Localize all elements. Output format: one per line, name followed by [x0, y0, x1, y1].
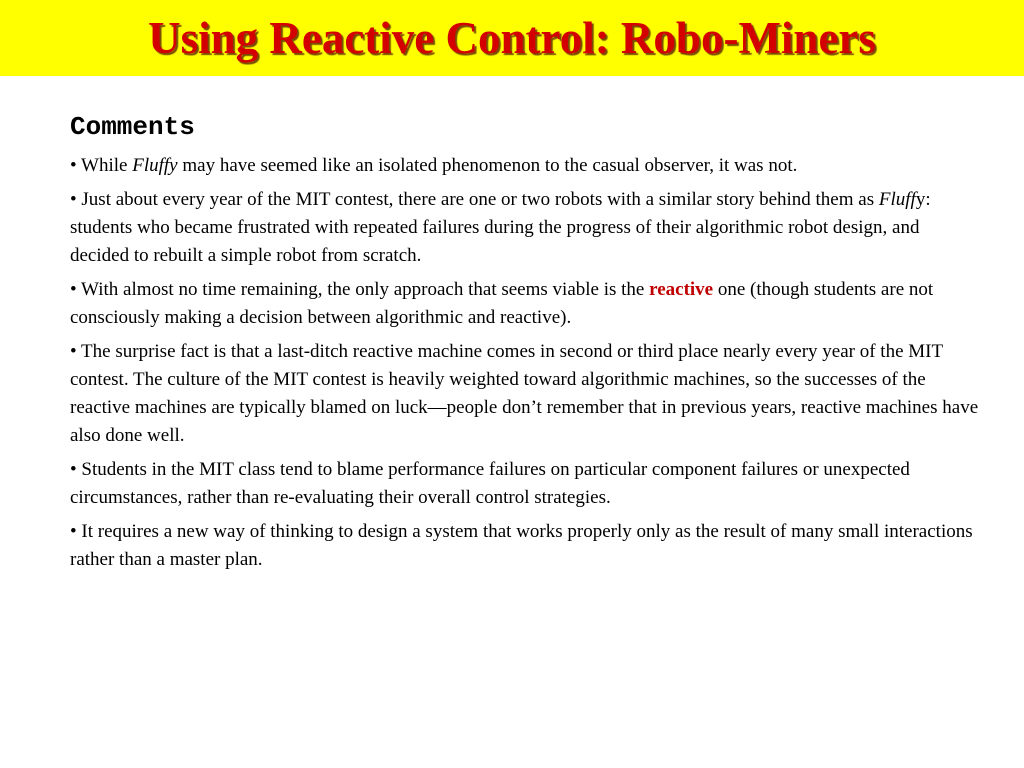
bullet-3 — [70, 276, 980, 332]
bullet-5: • Students in the MIT class tend to blame performance failures on particular component failures or unexpected circumstances, rather than re-evaluating their overall control strategies. — [70, 459, 910, 509]
bullet-2-italic-name: Fluff — [878, 189, 916, 211]
bullet-2-text-start: • Just about every year of the MIT contest, there are one or two robots with a similar story behind them as — [70, 189, 879, 211]
slide-content — [70, 112, 980, 580]
bullet-3-text-end: one (though students are not consciously making a decision between algorithmic and reactive). — [70, 279, 934, 329]
bullet-2 — [70, 186, 980, 270]
bullet-1-text-end: may have seemed like an isolated phenomenon to the casual observer, it was not. — [177, 155, 798, 177]
bullet-1-text-start: • While — [70, 155, 133, 177]
bullet-6: • It requires a new way of thinking to design a system that works properly only as the result of many small interactions rather than a master plan. — [70, 521, 973, 571]
bullet-3-highlight-word: reactive — [649, 279, 714, 301]
bullet-4: • The surprise fact is that a last-ditch reactive machine comes in second or third place nearly every year of the MIT contest. The culture of the MIT contest is heavily weighted toward algorithmic machines, so the successes of the reactive machines are typically blamed on luck—people don’t remember that in previous years, reactive machines have also done well. — [70, 341, 979, 447]
bullet-3-text-start: • With almost no time remaining, the only approach that seems viable is the — [70, 279, 650, 301]
title-bar — [0, 0, 1024, 76]
bullet-1 — [70, 152, 980, 180]
section-heading: Comments — [70, 112, 195, 142]
bullet-1-italic-name: Fluffy — [132, 155, 178, 177]
bullet-2-text-end: y: students who became frustrated with repeated failures during the progress of their algorithmic robot design, and decided to rebuilt a simple robot from scratch. — [70, 189, 931, 267]
slide-title: Using Reactive Control: Robo-Miners — [148, 12, 876, 63]
